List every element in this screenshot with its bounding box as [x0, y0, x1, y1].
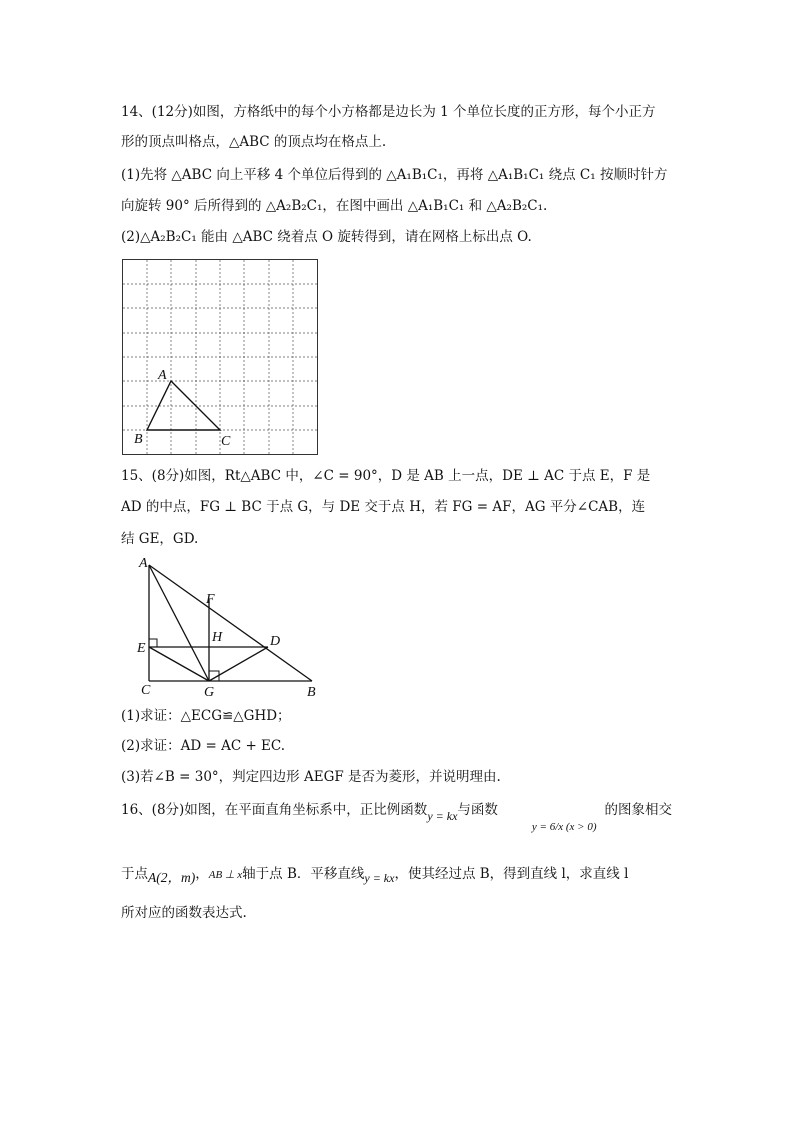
- q16-formula-kx-2: y = kx: [364, 871, 395, 885]
- q15-sub-2: (2)求证：AD = AC + EC.: [121, 738, 286, 754]
- q16-line-3: 所对应的函数表达式.: [121, 905, 247, 921]
- q16-text-2c: ，: [195, 866, 209, 882]
- label-a: A: [158, 368, 167, 383]
- q16-text-1c: 与函数: [457, 802, 498, 818]
- label-g: G: [204, 685, 215, 700]
- q15-line-3: 结 GE，GD.: [121, 531, 199, 547]
- label-f: F: [206, 592, 215, 607]
- grid-lines: [123, 260, 317, 454]
- q16-point-a: A(2，m): [148, 870, 196, 885]
- label-c: C: [141, 683, 151, 698]
- q15-sub-3: (3)若∠B = 30°，判定四边形 AEGF 是否为菱形，并说明理由.: [121, 769, 501, 785]
- q14-line-3: (1)先将 △ABC 向上平移 4 个单位后得到的 △A₁B₁C₁，再将 △A₁B₁C₁ 绕点 C₁ 按顺时针方: [121, 167, 668, 183]
- right-angle-e: [149, 639, 157, 647]
- q14-line-1: 14、(12分)如图，方格纸中的每个小方格都是边长为 1 个单位长度的正方形，每个小正方: [121, 104, 656, 120]
- q15-sub-1: (1)求证：△ECG≌△GHD；: [121, 708, 291, 724]
- label-a: A: [139, 556, 148, 571]
- q14-line-5: (2)△A₂B₂C₁ 能由 △ABC 绕着点 O 旋转得到，请在网格上标出点 O.: [121, 229, 532, 245]
- q16-formula-perp: AB ⊥ x: [208, 869, 243, 881]
- label-b: B: [307, 685, 316, 700]
- triangle-abc: [147, 381, 220, 430]
- label-e: E: [137, 641, 146, 656]
- label-c: C: [221, 434, 231, 449]
- q14-grid-figure: [120, 257, 320, 457]
- q16-formula-kx: y = kx: [427, 809, 458, 823]
- q16-line-2: [121, 865, 628, 884]
- label-h: H: [212, 630, 223, 645]
- side-ab: [149, 565, 312, 681]
- label-d: D: [270, 634, 281, 649]
- segment-gd: [209, 647, 268, 681]
- q16-text-2g: ，使其经过点 B，得到直线 l，求直线 l: [394, 866, 629, 882]
- q15-line-1: 15、(8分)如图，Rt△ABC 中，∠C = 90°，D 是 AB 上一点，DE ⊥ AC 于点 E，F 是: [121, 468, 651, 484]
- q14-line-4: 向旋转 90° 后所得到的 △A₂B₂C₁，在图中画出 △A₁B₁C₁ 和 △A₂B₂C₁.: [121, 198, 548, 214]
- label-b: B: [134, 432, 143, 447]
- q15-line-2: AD 的中点，FG ⊥ BC 于点 G，与 DE 交于点 H，若 FG = AF，AG 平分∠CAB，连: [121, 499, 646, 515]
- q14-line-2: 形的顶点叫格点，△ABC 的顶点均在格点上.: [121, 134, 387, 150]
- q16-text-1e: 的图象相交: [604, 802, 673, 818]
- q16-text-2a: 于点: [121, 866, 148, 882]
- q16-text-1a: 16、(8分)如图，在平面直角坐标系中，正比例函数: [121, 802, 428, 818]
- q16-text-2e: 轴于点 B．平移直线: [242, 866, 365, 882]
- q16-formula-inverse: y = 6/x (x > 0): [531, 821, 597, 833]
- q16-line-1: [121, 801, 673, 833]
- q15-geometry-figure: [135, 555, 335, 705]
